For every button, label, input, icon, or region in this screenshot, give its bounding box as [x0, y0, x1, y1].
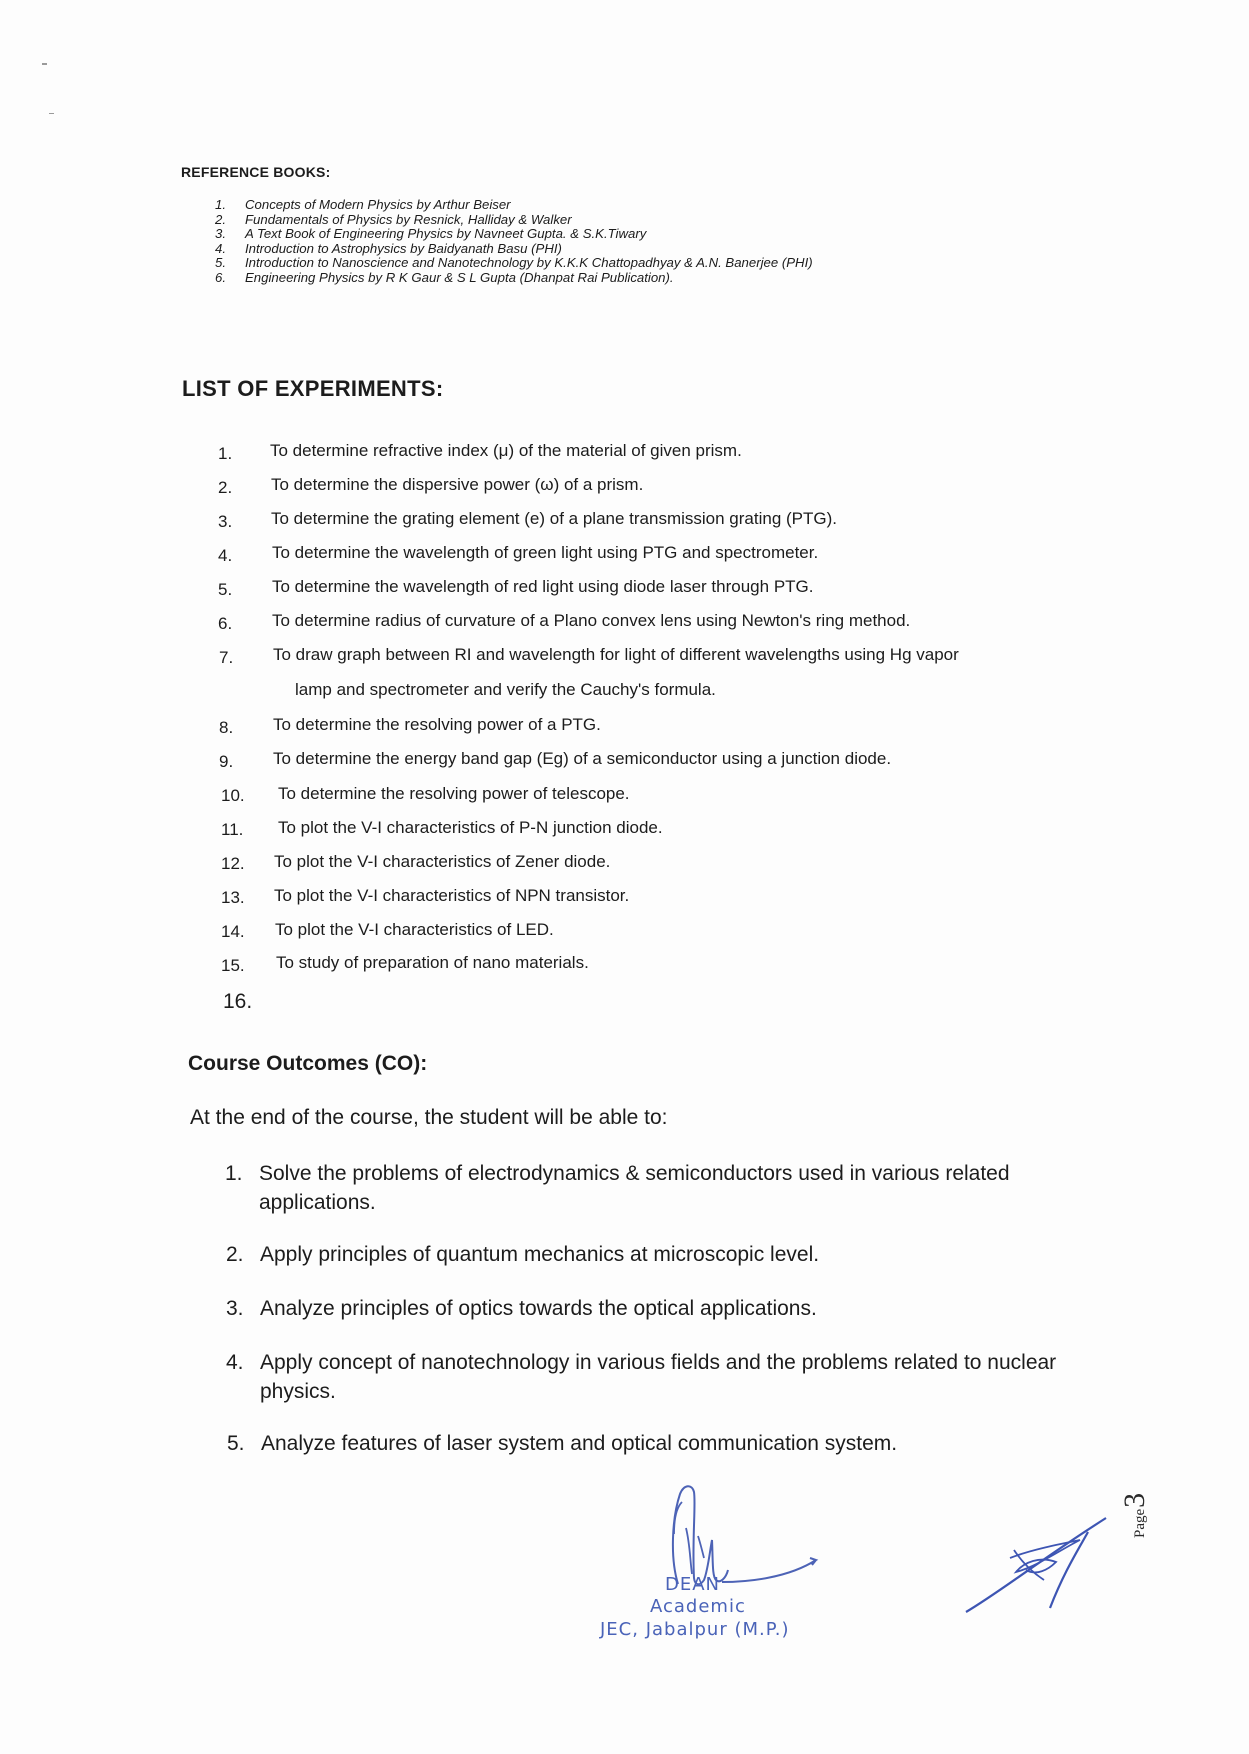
page-number: 3 [1118, 1492, 1151, 1508]
second-signature [960, 1510, 1110, 1620]
reference-book-item [215, 227, 813, 242]
experiment-number: 3. [218, 512, 233, 531]
reference-book-number: 5. [215, 255, 226, 271]
experiment-text: To determine the grating element (e) of a plane transmission grating (PTG). [271, 509, 837, 528]
course-outcome-text: Analyze features of laser system and optical communication system. [261, 1432, 898, 1455]
experiment-text: To plot the V-I characteristics of Zener diode. [274, 852, 611, 871]
reference-book-item [215, 242, 813, 257]
stamp-institution: JEC, Jabalpur (M.P.) [600, 1619, 790, 1640]
experiment-text: To plot the V-I characteristics of LED. [275, 920, 554, 939]
reference-book-text: Concepts of Modern Physics by Arthur Beiser [245, 197, 511, 212]
experiment-text: To determine the resolving power of telescope. [278, 784, 630, 803]
reference-book-text: Fundamentals of Physics by Resnick, Halliday & Walker [245, 211, 572, 227]
experiment-text: To determine the dispersive power (ω) of a prism. [271, 475, 644, 494]
reference-books-list [215, 198, 813, 286]
course-outcome-text: Apply concept of nanotechnology in various fields and the problems related to nuclear physics. [260, 1351, 1057, 1403]
reference-book-text: Engineering Physics by R K Gaur & S L Gupta (Dhanpat Rai Publication). [245, 269, 674, 285]
reference-book-item [215, 271, 813, 286]
course-outcome-number: 4. [226, 1351, 244, 1374]
experiment-number: 14. [221, 922, 245, 941]
course-outcome-number: 5. [227, 1432, 245, 1455]
experiment-text: To determine the wavelength of green light using PTG and spectrometer. [272, 543, 819, 562]
experiment-number: 5. [218, 580, 233, 599]
experiment-text: To determine radius of curvature of a Plano convex lens using Newton's ring method. [272, 611, 911, 630]
experiments-title: LIST OF EXPERIMENTS: [182, 376, 444, 401]
reference-book-item [215, 198, 813, 213]
course-outcome-text: Solve the problems of electrodynamics & semiconductors used in various related applications. [259, 1162, 1010, 1214]
experiment-number: 12. [221, 854, 245, 873]
experiment-text: To study of preparation of nano materials. [276, 953, 589, 972]
experiment-text: To determine refractive index (μ) of the material of given prism. [270, 441, 742, 460]
experiment-number: 8. [219, 718, 234, 737]
experiment-number: 15. [221, 956, 245, 975]
experiment-number: 1. [218, 444, 233, 463]
experiment-number: 16. [223, 990, 253, 1013]
reference-book-text: Introduction to Nanoscience and Nanotechnology by K.K.K Chattopadhyay & A.N. Banerjee (PHI) [245, 255, 813, 271]
reference-book-number: 4. [215, 240, 226, 256]
experiment-text: To determine the wavelength of red light using diode laser through PTG. [272, 577, 814, 596]
page-number-label [1118, 1478, 1151, 1538]
course-outcome-text: Analyze principles of optics towards the optical applications. [260, 1297, 817, 1320]
stamp-dean: DEAN [665, 1574, 721, 1595]
experiment-text-continuation: lamp and spectrometer and verify the Cauchy's formula. [295, 680, 716, 699]
reference-book-number: 1. [215, 197, 226, 212]
course-outcome-number: 1. [225, 1162, 243, 1185]
reference-book-number: 3. [215, 226, 226, 242]
experiment-number: 7. [219, 648, 234, 667]
course-outcomes-title: Course Outcomes (CO): [188, 1052, 428, 1075]
course-outcome-text: Apply principles of quantum mechanics at microscopic level. [260, 1243, 820, 1266]
course-outcome-number: 2. [226, 1243, 244, 1266]
reference-book-item [215, 256, 813, 271]
experiment-number: 6. [218, 614, 233, 633]
scan-speck [42, 63, 47, 65]
reference-books-title: REFERENCE BOOKS: [181, 164, 331, 180]
experiment-number: 4. [218, 546, 233, 565]
experiment-number: 10. [221, 786, 245, 805]
experiment-text: To determine the energy band gap (Eg) of a semiconductor using a junction diode. [273, 749, 892, 768]
reference-book-text: A Text Book of Engineering Physics by Navneet Gupta. & S.K.Tiwary [245, 226, 647, 242]
stamp-academic: Academic [650, 1596, 746, 1617]
experiment-number: 11. [221, 820, 244, 839]
experiment-text: To determine the resolving power of a PTG. [273, 715, 601, 734]
scan-speck [49, 113, 54, 114]
reference-book-text: Introduction to Astrophysics by Baidyanath Basu (PHI) [245, 240, 562, 256]
page-word: Page [1132, 1508, 1148, 1538]
course-outcome-number: 3. [226, 1297, 244, 1320]
reference-book-number: 6. [215, 269, 226, 285]
experiment-text: To plot the V-I characteristics of P-N junction diode. [278, 818, 663, 837]
experiment-number: 2. [218, 478, 233, 497]
course-outcomes-intro: At the end of the course, the student will be able to: [190, 1106, 668, 1129]
experiment-text: To plot the V-I characteristics of NPN transistor. [274, 886, 630, 905]
experiment-text: To draw graph between RI and wavelength for light of different wavelengths using Hg vapor [273, 645, 959, 664]
reference-book-item [215, 213, 813, 228]
experiment-number: 9. [219, 752, 234, 771]
reference-book-number: 2. [215, 211, 226, 227]
experiment-number: 13. [221, 888, 245, 907]
